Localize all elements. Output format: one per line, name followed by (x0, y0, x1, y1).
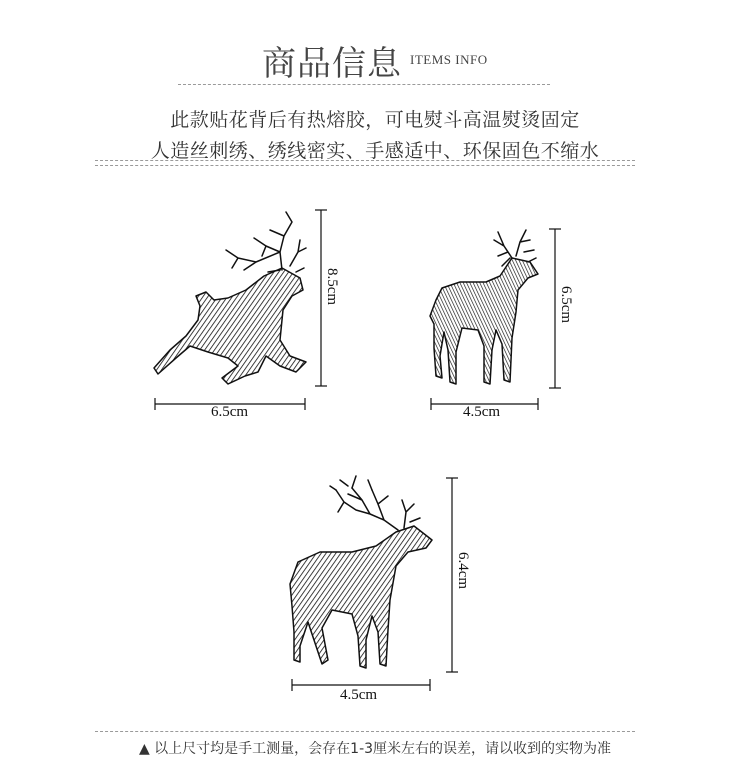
measurement-note: ▲ 以上尺寸均是手工测量，会存在1-3厘米左右的误差，请以收到的实物为准 (138, 741, 612, 757)
standing-deer-width-label: 4.5cm (463, 404, 501, 420)
stag-deer-width-label: 4.5cm (340, 687, 378, 703)
stag-deer-height-label: 6.4cm (455, 552, 471, 590)
description-line-1: 此款贴花背后有热熔胶，可电熨斗高温熨烫固定 (170, 109, 580, 131)
footer-divider (95, 731, 635, 732)
leaping-deer-width-label: 6.5cm (211, 404, 249, 420)
section-subtitle: ITEMS INFO (410, 52, 488, 67)
leaping-deer-height-label: 8.5cm (324, 268, 340, 306)
standing-deer-image (430, 230, 538, 384)
standing-deer-height-label: 6.5cm (558, 286, 574, 324)
section-title: 商品信息 (262, 44, 402, 84)
leaping-deer-image (154, 212, 306, 384)
description-line-2: 人造丝刺绣、绣线密实、手感适中、环保固色不缩水 (150, 140, 600, 162)
stag-deer-image (290, 476, 432, 668)
